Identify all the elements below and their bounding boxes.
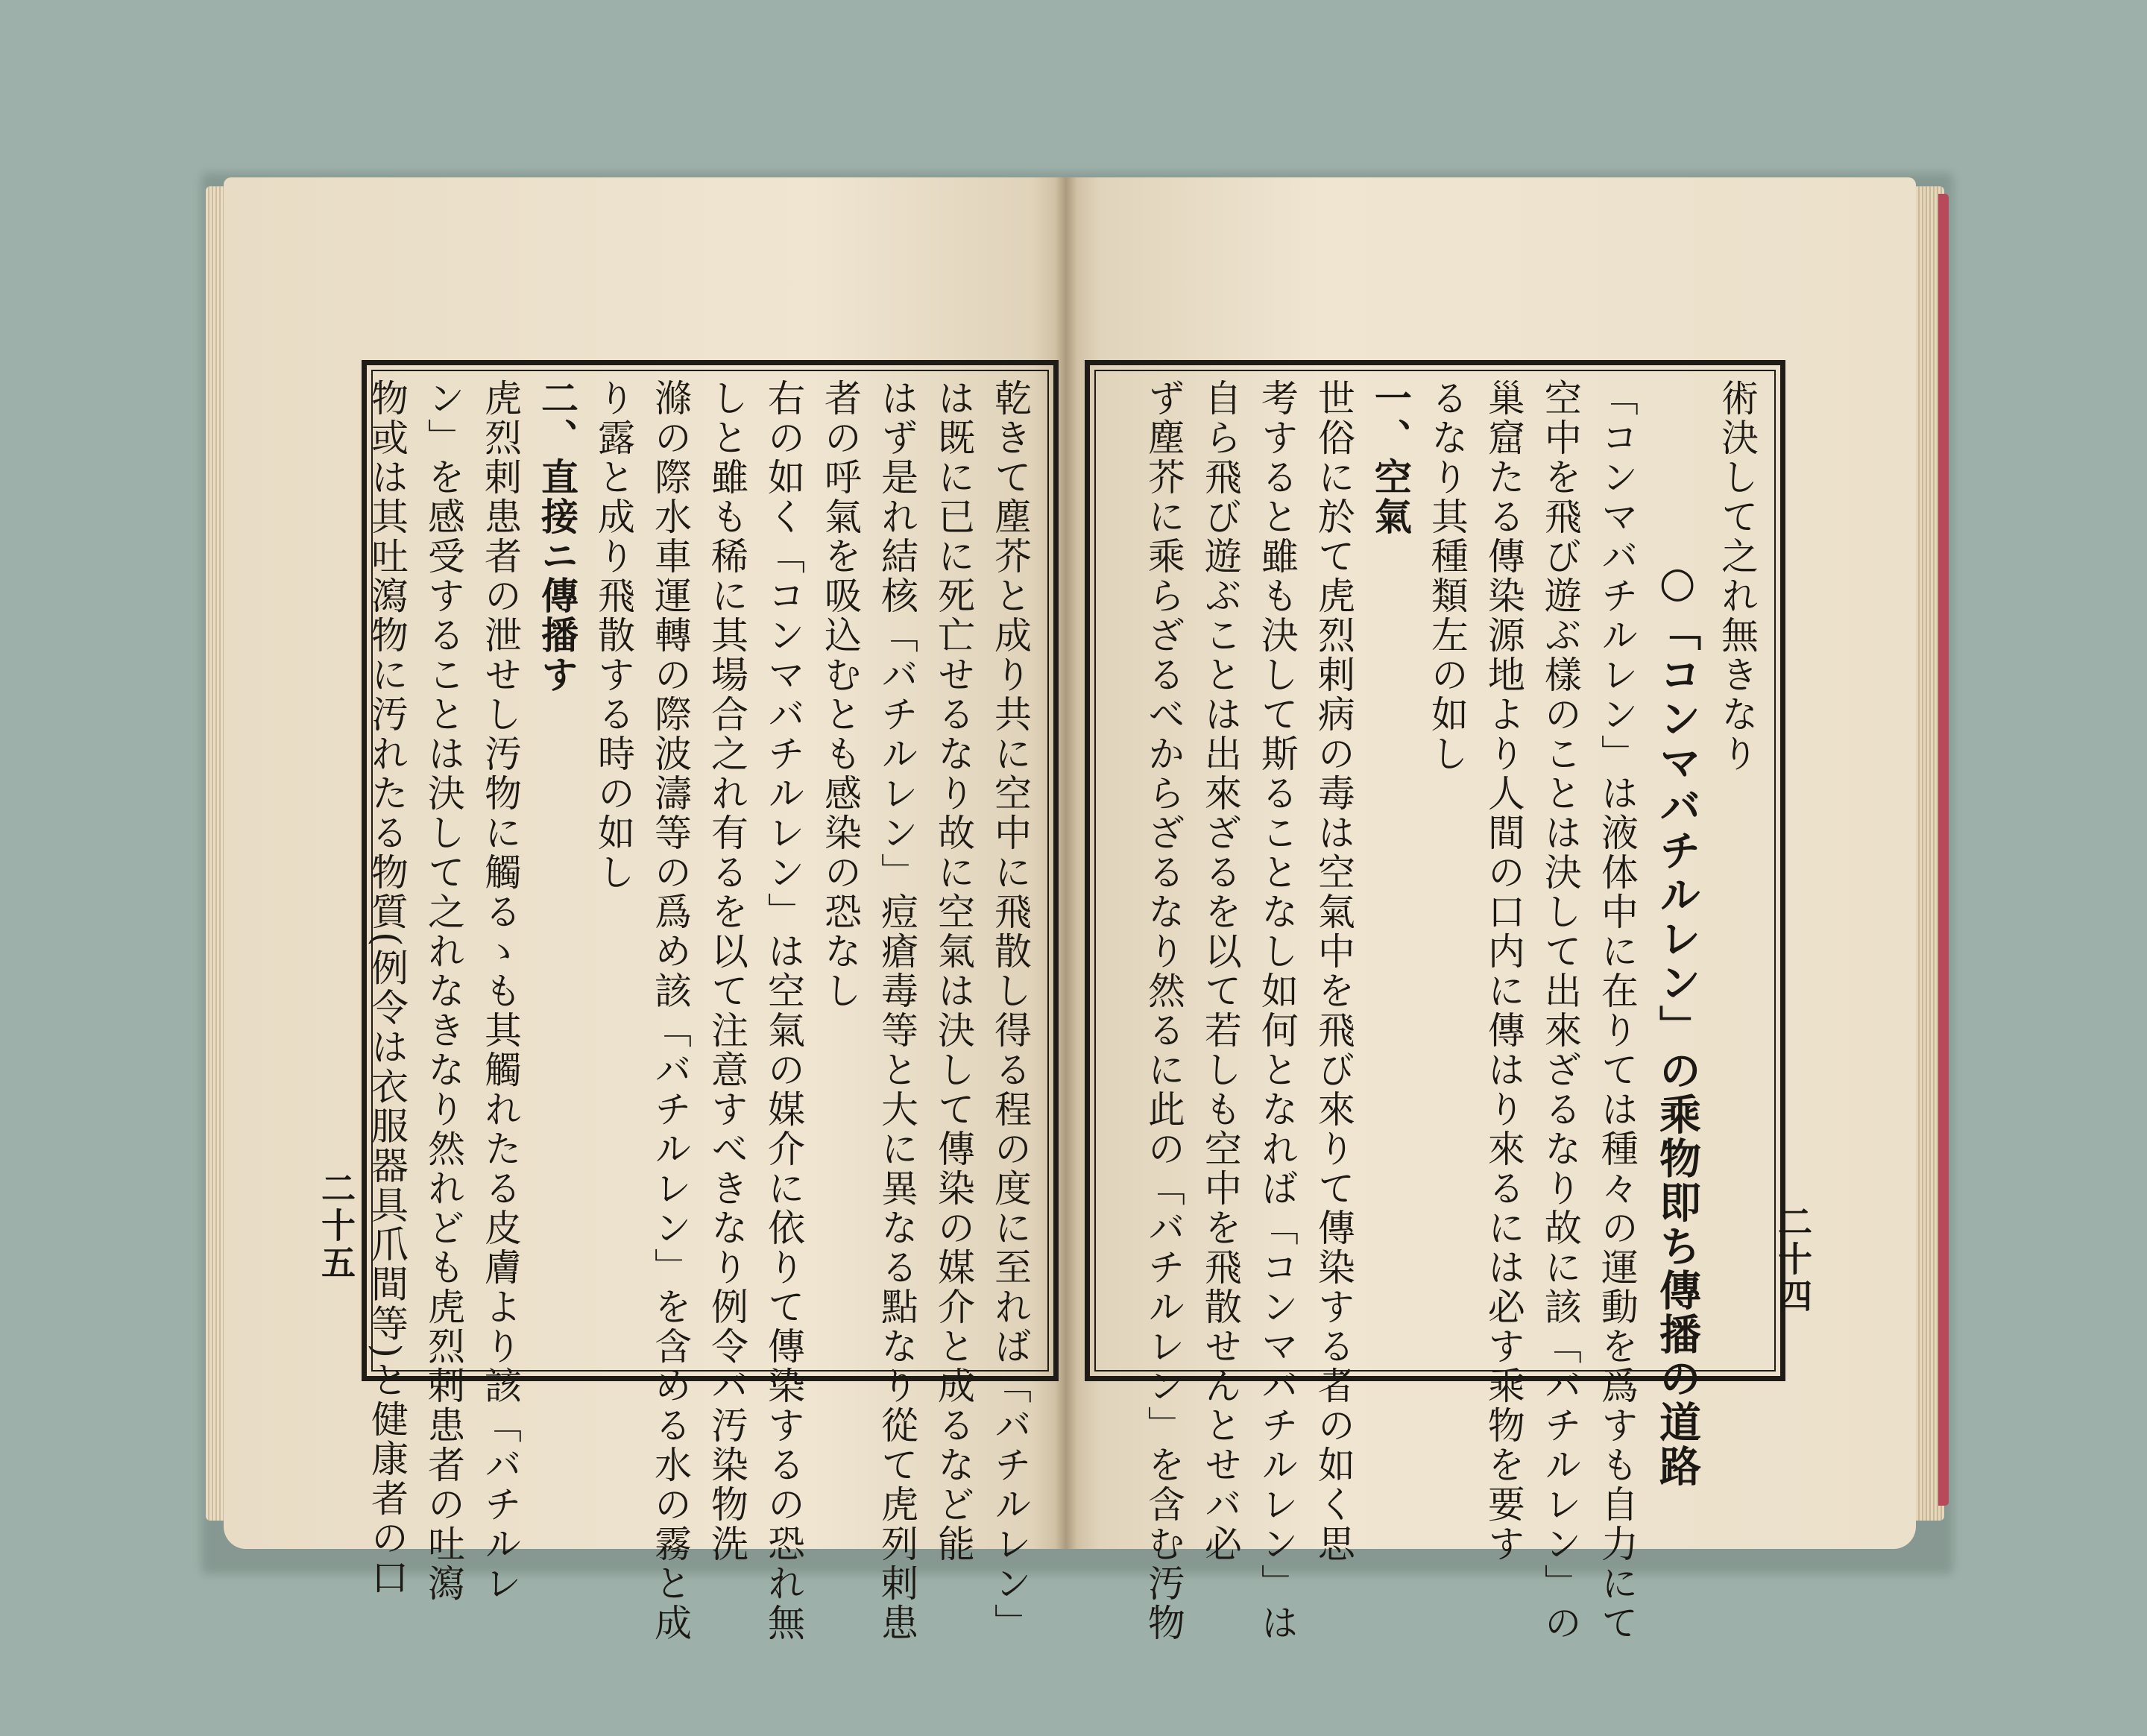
left-page-text-frame xyxy=(362,360,1059,1643)
text-column: 「コンマバチルレン」は液体中に在りては種々の運動を爲すも自力にて xyxy=(1595,379,1639,1643)
text-column: は既に已に死亡せるなり故に空氣は決して傳染の媒介と成るなど能 xyxy=(932,379,975,1564)
text-column: 滌の際水車運轉の際波濤等の爲め該「バチルレン」を含める水の霧と成 xyxy=(649,379,692,1643)
right-page-text-frame xyxy=(1085,360,1785,1643)
text-column: 考すると雖も決して斯ることなし如何となれば「コンマバチルレン」は xyxy=(1255,379,1299,1643)
text-column: 物或は其吐瀉物に汚れたる物質(例令は衣服器具爪間等)と健康者の口 xyxy=(365,379,409,1598)
text-column: 右の如く「コンマバチルレン」は空氣の媒介に依りて傳染するの恐れ無 xyxy=(762,379,805,1643)
left-page-number: 二十五 xyxy=(316,1170,356,1282)
text-column: ず塵芥に乘らざるべからざるなり然るに此の「バチルレン」を含む汚物 xyxy=(1141,379,1185,1643)
text-column: 世俗に於て虎烈剌病の毒は空氣中を飛び來りて傳染する者の如く思 xyxy=(1311,379,1355,1564)
text-column: 自ら飛び遊ぶことは出來ざるを以て若しも空中を飛散せんとせバ必 xyxy=(1198,379,1242,1564)
section-heading: 一、空氣 xyxy=(1368,379,1413,537)
text-column: 乾きて塵芥と成り共に空中に飛散し得る程の度に至れば「バチルレン」 xyxy=(989,379,1032,1643)
section-heading: 二、直接ニ傳播す xyxy=(535,379,579,695)
chapter-heading: ○「コンマバチルレン」の乘物即ち傳播の道路 xyxy=(1653,558,1702,1489)
right-page-text xyxy=(1105,379,1765,1643)
text-column: 者の呼氣を吸込むとも感染の恐なし xyxy=(819,379,862,1011)
text-column: しと雖も稀に其場合之れ有るを以て注意すべきなり例令バ汚染物洗 xyxy=(705,379,748,1564)
text-column: 虎烈剌患者の泄せし汚物に觸るゝも其觸れたる皮膚より該「バチルレ xyxy=(479,379,522,1603)
text-column: はず是れ結核「バチルレン」痘瘡毒等と大に異なる點なり從て虎列剌患 xyxy=(875,379,918,1643)
right-page-number: 二十四 xyxy=(1773,1204,1813,1316)
text-column: るなり其種類左の如し xyxy=(1425,379,1469,774)
text-column: 術決して之れ無きなり xyxy=(1715,379,1759,774)
text-column: 巢窟たる傳染源地より人間の口内に傳はり來るには必す乘物を要す xyxy=(1481,379,1525,1564)
text-column: り露と成り飛散する時の如し xyxy=(592,379,635,892)
book-cover-edge xyxy=(1938,194,1949,1506)
text-column: 空中を飛び遊ぶ樣のことは決して出來ざるなり故に該「バチルレン」の xyxy=(1538,379,1582,1643)
left-page-text xyxy=(365,379,1038,1643)
text-column: ン」を感受することは決して之れなきなり然れども虎烈剌患者の吐瀉 xyxy=(422,379,465,1603)
